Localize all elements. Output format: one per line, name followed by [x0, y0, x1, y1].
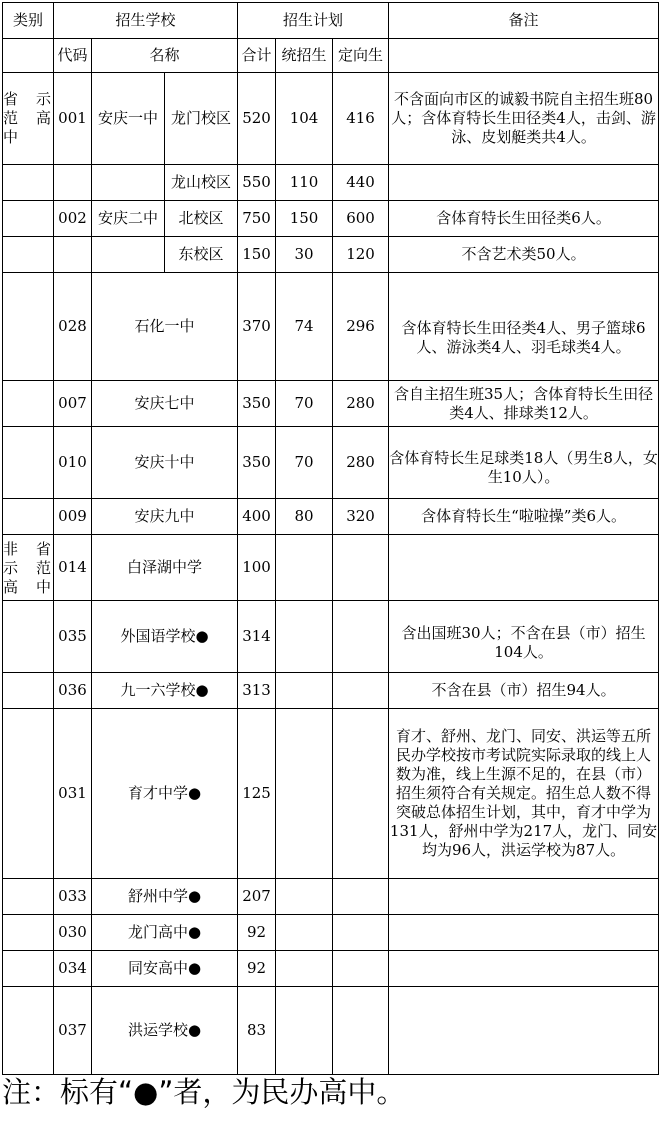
table-row	[3, 535, 659, 601]
directed-cell	[333, 535, 389, 601]
directed-cell: 280	[333, 427, 389, 499]
category-cell	[3, 879, 54, 915]
table-row	[3, 165, 659, 201]
header-code: 代码	[54, 39, 92, 73]
school-name-cell: 同安高中●	[92, 951, 238, 987]
note-cell: 含体育特长生足球类18人（男生8人，女生10人）。	[389, 427, 659, 499]
code-cell: 036	[54, 673, 92, 709]
category-cell	[3, 673, 54, 709]
table-row	[3, 709, 659, 879]
category-cell	[3, 915, 54, 951]
directed-cell	[333, 951, 389, 987]
category-cell	[3, 381, 54, 427]
note-cell: 含体育特长生田径类6人。	[389, 201, 659, 237]
total-cell: 750	[238, 201, 276, 237]
category-cell	[3, 427, 54, 499]
directed-cell: 120	[333, 237, 389, 273]
directed-cell	[333, 673, 389, 709]
category-cell	[3, 201, 54, 237]
note-cell	[389, 879, 659, 915]
category-cell	[3, 73, 54, 165]
header-empty	[3, 39, 54, 73]
code-cell: 035	[54, 601, 92, 673]
campus-cell: 龙山校区	[165, 165, 238, 201]
header-school: 招生学校	[54, 3, 238, 39]
school-cell: 安庆二中	[92, 201, 165, 237]
school-name-cell: 龙门高中●	[92, 915, 238, 951]
total-cell: 550	[238, 165, 276, 201]
table-row	[3, 427, 659, 499]
code-cell: 014	[54, 535, 92, 601]
code-cell: 028	[54, 273, 92, 381]
header-remarks: 备注	[389, 3, 659, 39]
code-cell: 030	[54, 915, 92, 951]
total-cell: 314	[238, 601, 276, 673]
note-cell: 含自主招生班35人；含体育特长生田径类4人、排球类12人。	[389, 381, 659, 427]
code-cell: 010	[54, 427, 92, 499]
school-cell	[92, 237, 165, 273]
table-row	[3, 951, 659, 987]
total-cell: 207	[238, 879, 276, 915]
total-cell: 313	[238, 673, 276, 709]
header-directed: 定向生	[333, 39, 389, 73]
header-row-2	[3, 39, 659, 73]
code-cell	[54, 237, 92, 273]
table-row	[3, 673, 659, 709]
unified-cell	[276, 915, 333, 951]
campus-cell: 东校区	[165, 237, 238, 273]
unified-cell: 74	[276, 273, 333, 381]
unified-cell: 70	[276, 381, 333, 427]
school-name-cell: 白泽湖中学	[92, 535, 238, 601]
code-cell: 001	[54, 73, 92, 165]
category-non-provincial: 非省示范高中	[3, 540, 53, 596]
unified-cell: 80	[276, 499, 333, 535]
campus-cell: 龙门校区	[165, 73, 238, 165]
directed-cell: 296	[333, 273, 389, 381]
unified-cell	[276, 535, 333, 601]
unified-cell	[276, 709, 333, 879]
category-cell	[3, 499, 54, 535]
header-plan: 招生计划	[238, 3, 389, 39]
unified-cell: 70	[276, 427, 333, 499]
total-cell: 400	[238, 499, 276, 535]
table-row	[3, 987, 659, 1075]
category-cell	[3, 237, 54, 273]
table-row	[3, 601, 659, 673]
unified-cell: 150	[276, 201, 333, 237]
total-cell: 520	[238, 73, 276, 165]
code-cell: 037	[54, 987, 92, 1075]
note-cell	[389, 165, 659, 201]
header-total: 合计	[238, 39, 276, 73]
unified-cell	[276, 601, 333, 673]
total-cell: 92	[238, 951, 276, 987]
school-name-cell: 安庆七中	[92, 381, 238, 427]
school-name-cell: 安庆九中	[92, 499, 238, 535]
unified-cell: 30	[276, 237, 333, 273]
total-cell: 92	[238, 915, 276, 951]
school-name-cell: 舒州中学●	[92, 879, 238, 915]
footnote: 注：标有“●”者，为民办高中。	[2, 1075, 406, 1109]
header-name: 名称	[92, 39, 238, 73]
note-cell: 含出国班30人；不含在县（市）招生104人。	[389, 601, 659, 673]
school-name-cell: 安庆十中	[92, 427, 238, 499]
note-cell: 含体育特长生“啦啦操”类6人。	[389, 499, 659, 535]
category-cell	[3, 987, 54, 1075]
unified-cell	[276, 673, 333, 709]
note-cell: 不含艺术类50人。	[389, 237, 659, 273]
note-cell: 含体育特长生田径类4人、男子篮球6人、游泳类4人、羽毛球类4人。	[389, 273, 659, 381]
category-provincial: 省示范高中	[3, 90, 53, 146]
note-cell	[389, 535, 659, 601]
table-row	[3, 237, 659, 273]
directed-cell: 280	[333, 381, 389, 427]
school-name-cell: 育才中学●	[92, 709, 238, 879]
table-row	[3, 273, 659, 381]
school-name-cell: 九一六学校●	[92, 673, 238, 709]
header-row-1	[3, 3, 659, 39]
header-empty-remarks	[389, 39, 659, 73]
category-cell	[3, 709, 54, 879]
code-cell: 033	[54, 879, 92, 915]
table-row	[3, 915, 659, 951]
table-row	[3, 73, 659, 165]
total-cell: 370	[238, 273, 276, 381]
category-cell	[3, 951, 54, 987]
directed-cell: 440	[333, 165, 389, 201]
total-cell: 83	[238, 987, 276, 1075]
total-cell: 350	[238, 381, 276, 427]
table-row	[3, 879, 659, 915]
note-cell	[389, 987, 659, 1075]
directed-cell	[333, 915, 389, 951]
total-cell: 350	[238, 427, 276, 499]
unified-cell	[276, 987, 333, 1075]
table-row	[3, 381, 659, 427]
total-cell: 150	[238, 237, 276, 273]
code-cell: 007	[54, 381, 92, 427]
category-cell	[3, 165, 54, 201]
directed-cell	[333, 879, 389, 915]
total-cell: 100	[238, 535, 276, 601]
directed-cell: 600	[333, 201, 389, 237]
code-cell	[54, 165, 92, 201]
note-cell	[389, 915, 659, 951]
table-row	[3, 201, 659, 237]
campus-cell: 北校区	[165, 201, 238, 237]
code-cell: 002	[54, 201, 92, 237]
directed-cell	[333, 601, 389, 673]
unified-cell	[276, 879, 333, 915]
header-category: 类别	[3, 3, 54, 39]
school-cell	[92, 165, 165, 201]
total-cell: 125	[238, 709, 276, 879]
enrollment-plan-table	[2, 2, 659, 1075]
unified-cell	[276, 951, 333, 987]
school-cell: 安庆一中	[92, 73, 165, 165]
directed-cell: 320	[333, 499, 389, 535]
school-name-cell: 石化一中	[92, 273, 238, 381]
category-cell	[3, 601, 54, 673]
category-cell	[3, 535, 54, 601]
directed-cell	[333, 987, 389, 1075]
school-name-cell: 外国语学校●	[92, 601, 238, 673]
unified-cell: 110	[276, 165, 333, 201]
directed-cell: 416	[333, 73, 389, 165]
school-name-cell: 洪运学校●	[92, 987, 238, 1075]
note-cell: 不含面向市区的诚毅书院自主招生班80人；含体育特长生田径类4人，击剑、游泳、皮划艇类共4人。	[389, 73, 659, 165]
category-cell	[3, 273, 54, 381]
unified-cell: 104	[276, 73, 333, 165]
note-cell: 不含在县（市）招生94人。	[389, 673, 659, 709]
code-cell: 009	[54, 499, 92, 535]
header-unified: 统招生	[276, 39, 333, 73]
directed-cell	[333, 709, 389, 879]
code-cell: 034	[54, 951, 92, 987]
note-cell	[389, 951, 659, 987]
note-cell: 育才、舒州、龙门、同安、洪运等五所民办学校按市考试院实际录取的线上人数为准，线上生源不足的，在县（市）招生须符合有关规定。招生总人数不得突破总体招生计划，其中，育才中学为131人，舒州中学为217人，龙门、同安均为96人，洪运学校为87人。	[389, 709, 659, 879]
table-row	[3, 499, 659, 535]
code-cell: 031	[54, 709, 92, 879]
